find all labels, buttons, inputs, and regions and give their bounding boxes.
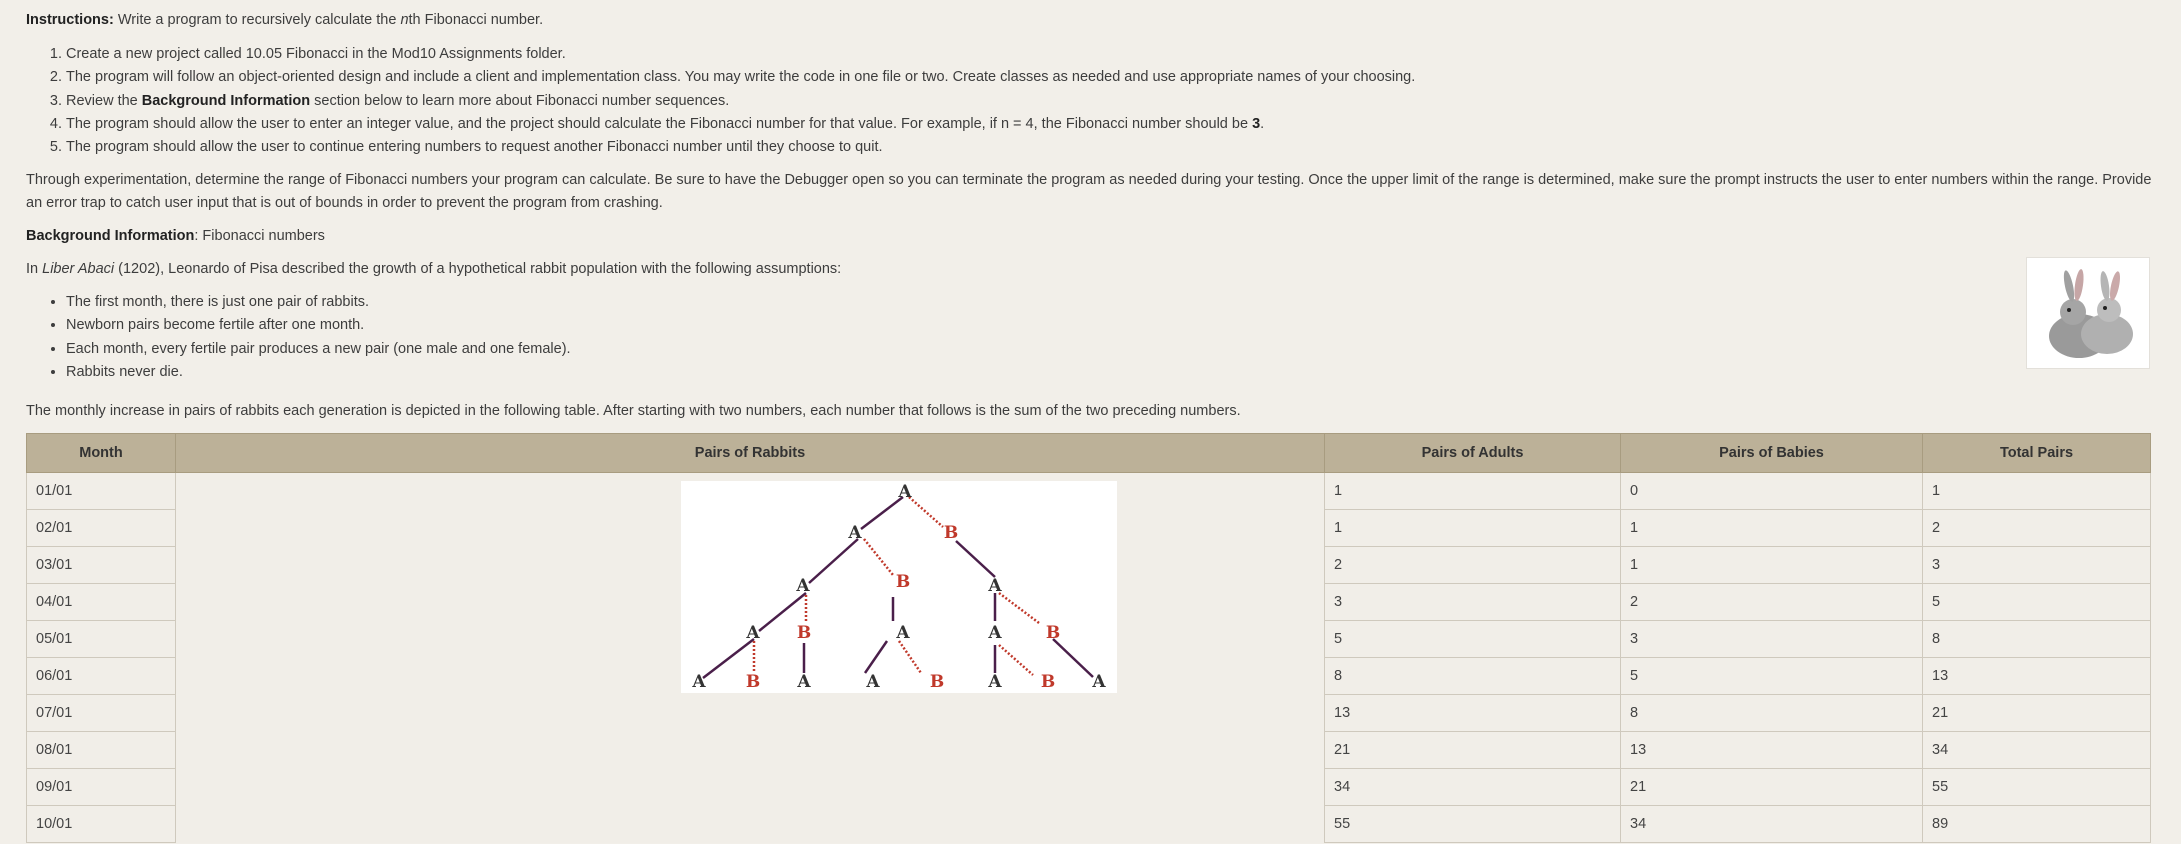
adults-cell: 3 — [1325, 584, 1621, 621]
babies-cell: 13 — [1621, 732, 1923, 769]
babies-cell: 3 — [1621, 621, 1923, 658]
step-item: 1. Create a new project called 10.05 Fibonacci in the Mod10 Assignments folder. — [66, 43, 1415, 66]
babies-cell: 0 — [1621, 473, 1923, 510]
month-cell: 04/01 — [27, 584, 176, 621]
list-item: • The first month, there is just one pair of rabbits. — [66, 291, 571, 314]
babies-cell: 21 — [1621, 769, 1923, 806]
svg-text:B: B — [943, 523, 959, 543]
adults-cell: 13 — [1325, 695, 1621, 732]
svg-text:B: B — [1040, 672, 1056, 692]
total-cell: 21 — [1923, 695, 2151, 732]
instructions-line: Instructions: Write a program to recursively calculate the nth Fibonacci number. — [26, 12, 544, 28]
svg-text:B: B — [796, 623, 812, 643]
babies-cell: 34 — [1621, 806, 1923, 843]
month-cell: 08/01 — [27, 732, 176, 769]
total-cell: 3 — [1923, 547, 2151, 584]
babies-cell: 2 — [1621, 584, 1923, 621]
month-cell: 02/01 — [27, 510, 176, 547]
svg-text:A: A — [1092, 672, 1106, 692]
instruction-steps — [26, 43, 1415, 159]
svg-text:B: B — [929, 672, 945, 692]
month-cell: 01/01 — [27, 473, 176, 510]
babies-cell: 8 — [1621, 695, 1923, 732]
total-cell: 1 — [1923, 473, 2151, 510]
svg-text:A: A — [988, 623, 1002, 643]
rabbit-tree-diagram — [681, 481, 1117, 693]
background-intro: In Liber Abaci (1202), Leonardo of Pisa described the growth of a hypothetical rabbit population with the following assumptions: — [26, 261, 842, 277]
svg-text:B: B — [1045, 623, 1061, 643]
header-pairs-of-rabbits: Pairs of Rabbits — [176, 434, 1325, 473]
svg-text:B: B — [895, 572, 911, 592]
total-cell: 2 — [1923, 510, 2151, 547]
list-item: • Newborn pairs become fertile after one month. — [66, 314, 571, 337]
step-item: 5. The program should allow the user to continue entering numbers to request another Fibonacci number until they choose to quit. — [66, 136, 1415, 159]
header-pairs-of-babies: Pairs of Babies — [1621, 434, 1923, 473]
month-cell: 03/01 — [27, 547, 176, 584]
adults-cell: 5 — [1325, 621, 1621, 658]
adults-cell: 21 — [1325, 732, 1621, 769]
background-heading: Background Information: Fibonacci numbers — [26, 228, 325, 244]
babies-cell: 5 — [1621, 658, 1923, 695]
step-item: 3. Review the Background Information section below to learn more about Fibonacci number sequences. — [66, 90, 1415, 113]
svg-text:A: A — [848, 523, 862, 543]
total-cell: 13 — [1923, 658, 2151, 695]
total-cell: 89 — [1923, 806, 2151, 843]
fibonacci-table — [26, 433, 2151, 843]
total-cell: 55 — [1923, 769, 2151, 806]
table-intro: The monthly increase in pairs of rabbits each generation is depicted in the following table. After starting with two numbers, each number that follows is the sum of the two preceding numbers. — [26, 403, 1241, 419]
adults-cell: 55 — [1325, 806, 1621, 843]
header-month: Month — [27, 434, 176, 473]
month-cell: 09/01 — [27, 769, 176, 806]
list-item: • Rabbits never die. — [66, 361, 571, 384]
svg-text:B: B — [745, 672, 761, 692]
svg-text:A: A — [746, 623, 760, 643]
total-cell: 34 — [1923, 732, 2151, 769]
adults-cell: 34 — [1325, 769, 1621, 806]
header-pairs-of-adults: Pairs of Adults — [1325, 434, 1621, 473]
adults-cell: 8 — [1325, 658, 1621, 695]
list-item: • Each month, every fertile pair produces a new pair (one male and one female). — [66, 338, 571, 361]
babies-cell: 1 — [1621, 510, 1923, 547]
total-cell: 5 — [1923, 584, 2151, 621]
adults-cell: 1 — [1325, 510, 1621, 547]
svg-text:A: A — [692, 672, 706, 692]
babies-cell: 1 — [1621, 547, 1923, 584]
month-cell: 06/01 — [27, 658, 176, 695]
svg-text:A: A — [896, 623, 910, 643]
total-cell: 8 — [1923, 621, 2151, 658]
svg-text:A: A — [898, 482, 912, 502]
step-item: 2. The program will follow an object-oriented design and include a client and implementation class. You may write the code in one file or two. Create classes as needed and use appropriate names of your choosing. — [66, 66, 1415, 89]
table-header-row — [27, 434, 2151, 473]
instructions-label: Instructions: — [26, 12, 114, 28]
svg-text:A: A — [988, 576, 1002, 596]
table-row — [27, 473, 2151, 510]
rabbits-image — [2026, 257, 2150, 369]
adults-cell: 1 — [1325, 473, 1621, 510]
assumptions-list — [26, 291, 571, 384]
svg-text:A: A — [796, 576, 810, 596]
rabbit-tree-cell — [176, 473, 1325, 843]
step-item: 4. The program should allow the user to enter an integer value, and the project should calculate the Fibonacci number for that value. For example, if n = 4, the Fibonacci number should be 3. — [66, 113, 1415, 136]
svg-text:A: A — [866, 672, 880, 692]
header-total-pairs: Total Pairs — [1923, 434, 2151, 473]
experiment-paragraph: Through experimentation, determine the range of Fibonacci numbers your program can calculate. Be sure to have the Debugger open so you can terminate the program as needed during your testing. Once the upper limit of the range is determined, make sure the prompt instructs the user to enter numbers within the range. Provide an error trap to catch user input that is out of bounds in order to prevent the program from crashing. — [26, 172, 2152, 211]
month-cell: 10/01 — [27, 806, 176, 843]
month-cell: 05/01 — [27, 621, 176, 658]
svg-text:A: A — [988, 672, 1002, 692]
adults-cell: 2 — [1325, 547, 1621, 584]
month-cell: 07/01 — [27, 695, 176, 732]
svg-text:A: A — [797, 672, 811, 692]
